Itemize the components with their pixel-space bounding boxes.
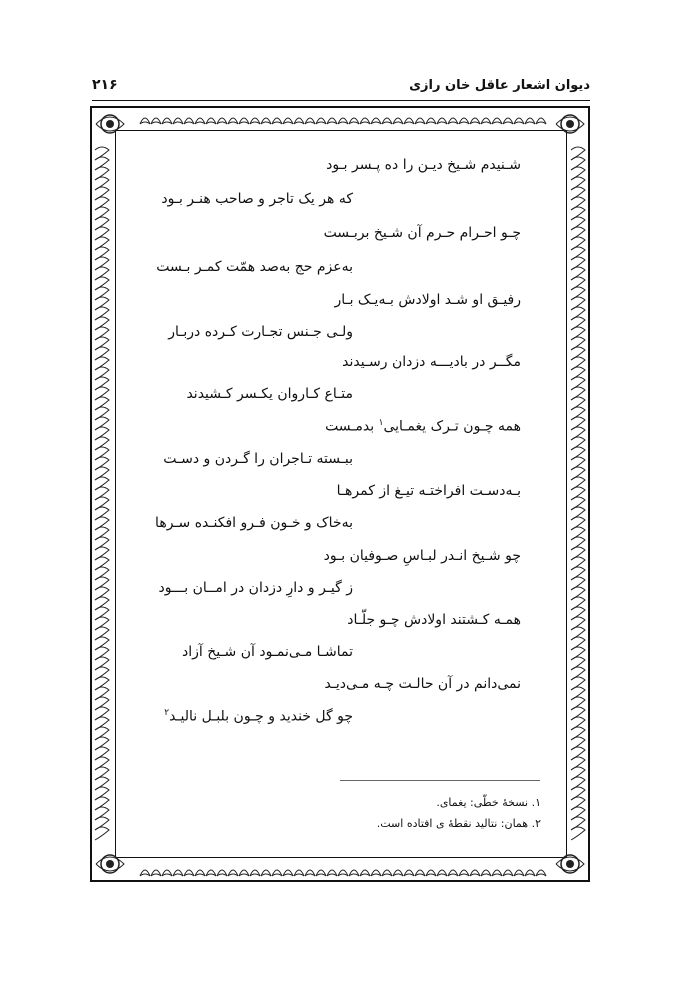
verse-line: متـاع کـاروان یکـسر کـشیدند bbox=[186, 386, 353, 402]
verse-line: شـنیدم شـیخ دیـن را ده پـسر بـود bbox=[326, 157, 521, 173]
verse-line: ولـی جـنس تجـارت کـرده دربـار bbox=[168, 324, 353, 340]
running-head bbox=[92, 74, 590, 101]
footnote-marker: ۲ bbox=[164, 708, 170, 718]
verse-line: به‌عزم حج به‌صد همّت کمـر بـست bbox=[156, 259, 353, 275]
verse-line: چو شـیخ انـدر لبـاسِ صـوفیان بـود bbox=[323, 548, 521, 564]
verse-line: بـه‌دسـت افراختـه تیـغ از کمرهـا bbox=[336, 483, 521, 499]
verse-line: رفیـق او شـد اولادش بـه‌یـک بـار bbox=[334, 292, 521, 308]
footnote: ۱. نسخهٔ خطّی: یغمای. bbox=[436, 796, 541, 809]
verse-line: چو گل خندید و چـون بلبـل نالیـد$^۲$ bbox=[164, 708, 353, 725]
verse-line: که هر یک تاجر و صاحب هنـر بـود bbox=[161, 191, 353, 207]
verse-line: چـو احـرام حـرم آن شـیخ بربـست bbox=[323, 225, 521, 241]
verse-line: به‌خاک و خـون فـرو افکنـده سـرها bbox=[155, 515, 353, 531]
book-title: دیوان اشعار عاقل خان رازی bbox=[409, 78, 590, 93]
page-number: ۲۱۶ bbox=[92, 77, 118, 93]
verse-line: ز گیـر و دارِ دزدان در امــان بـــود bbox=[158, 580, 353, 596]
verse-line: نمی‌دانم در آن حالـت چـه مـی‌دیـد bbox=[324, 676, 521, 692]
verse-line: همـه کـشتند اولادش چـو جلّـاد bbox=[347, 612, 521, 628]
footnote: ۲. همان: نتالید نقطهٔ ی افتاده است. bbox=[376, 817, 541, 830]
verse-line: ببـسته تـاجران را گـردن و دسـت bbox=[163, 451, 353, 467]
footnote-marker: ۱ bbox=[378, 418, 384, 428]
footnote-separator bbox=[340, 780, 540, 781]
verse-line: تماشـا مـی‌نمـود آن شـیخ آزاد bbox=[181, 644, 353, 660]
verse-line: همه چـون تـرک یغمـایی$^۱$ بدمـست bbox=[325, 418, 521, 435]
verse-line: مگــر در بادیـــه دزدان رسـیدند bbox=[342, 354, 521, 370]
